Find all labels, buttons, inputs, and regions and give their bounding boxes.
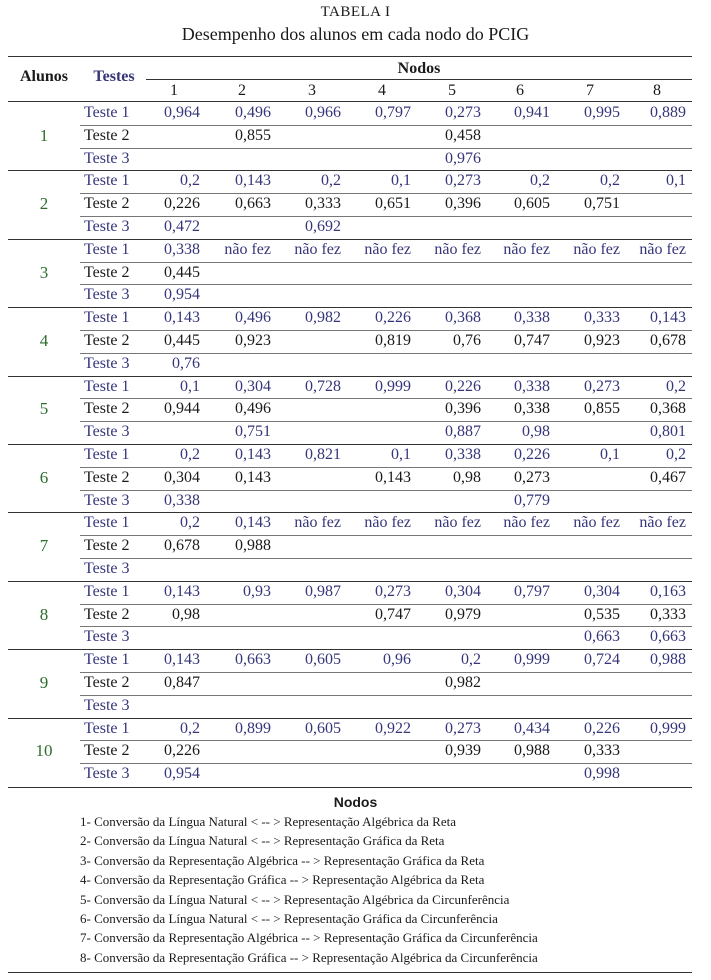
score-cell: 0,496 <box>235 400 271 418</box>
score-cell: 0,143 <box>650 309 686 327</box>
score-cell: 0,1 <box>666 172 686 190</box>
score-cell: 0,724 <box>584 651 620 669</box>
test-label: Teste 2 <box>84 537 130 555</box>
score-cell: 0,995 <box>584 104 620 121</box>
score-cell: 0,605 <box>305 719 341 737</box>
test-label: Teste 3 <box>84 218 130 235</box>
row-divider <box>80 421 692 422</box>
test-label: Teste 2 <box>84 195 130 213</box>
test-label: Teste 1 <box>84 309 130 327</box>
legend-item-4: 4- Conversão da Representação Gráfica -- > Representação Algébrica da Reta <box>80 872 485 888</box>
score-cell: 0,2 <box>530 172 550 190</box>
score-cell: 0,922 <box>375 719 411 737</box>
score-cell: 0,143 <box>235 514 271 532</box>
score-cell: 0,887 <box>445 423 481 441</box>
score-cell: 0,678 <box>650 332 686 349</box>
score-cell: 0,304 <box>235 377 271 395</box>
student-id: 7 <box>39 536 49 556</box>
score-cell: 0,467 <box>650 468 686 486</box>
student-id: 10 <box>35 741 53 761</box>
student-id: 4 <box>39 331 49 350</box>
legend-bottom-rule <box>8 972 692 973</box>
score-cell: 0,76 <box>453 332 481 349</box>
score-cell: 0,338 <box>514 400 550 418</box>
score-cell: não fez <box>364 514 411 532</box>
score-cell: 0,855 <box>584 400 620 418</box>
row-divider <box>80 148 692 149</box>
score-cell: 0,273 <box>445 172 481 190</box>
score-cell: 0,434 <box>514 719 550 737</box>
test-label: Teste 2 <box>84 332 130 349</box>
score-cell: 0,143 <box>164 651 200 669</box>
legend-item-8: 8- Conversão da Representação Gráfica -- > Representação Algébrica da Circunferência <box>80 949 538 965</box>
student-id: 9 <box>39 673 49 692</box>
nodo-header-6: 6 <box>516 82 524 99</box>
score-cell: 0,226 <box>164 742 200 760</box>
score-cell: 0,998 <box>584 765 620 783</box>
student-id: 1 <box>39 125 49 145</box>
legend-item-3: 3- Conversão da Representação Algébrica -- > Representação Gráfica da Reta <box>80 852 485 868</box>
score-cell: 0,226 <box>584 719 620 737</box>
score-cell: 0,941 <box>514 104 550 121</box>
score-cell: 0,304 <box>164 468 200 486</box>
score-cell: 0,2 <box>180 719 200 737</box>
legend-item-1: 1- Conversão da Língua Natural < -- > Representação Algébrica da Reta <box>80 814 456 829</box>
score-cell: 0,988 <box>650 651 686 669</box>
score-cell: 0,1 <box>391 172 411 190</box>
score-cell: 0,2 <box>180 172 200 190</box>
score-cell: 0,535 <box>584 605 620 623</box>
score-cell: 0,338 <box>514 309 550 327</box>
score-cell: 0,2 <box>180 514 200 532</box>
score-cell: 0,964 <box>164 104 200 121</box>
score-cell: 0,396 <box>445 195 481 213</box>
legend-item-6: 6- Conversão da Língua Natural < -- > Representação Gráfica da Circunferência <box>80 911 498 926</box>
score-cell: 0,143 <box>164 309 200 327</box>
score-cell: 0,954 <box>164 765 200 783</box>
test-label: Teste 1 <box>84 240 130 258</box>
score-cell: 0,747 <box>514 332 550 349</box>
score-cell: 0,2 <box>321 172 341 190</box>
row-divider <box>80 125 692 126</box>
score-cell: 0,333 <box>305 195 341 213</box>
score-cell: 0,368 <box>445 309 481 327</box>
score-cell: 0,663 <box>235 651 271 669</box>
score-cell: não fez <box>639 514 686 532</box>
header-nodos: Nodos <box>397 60 441 77</box>
test-label: Teste 1 <box>84 719 130 737</box>
score-cell: 0,333 <box>584 742 620 760</box>
header-testes: Testes <box>93 68 135 85</box>
header-alunos: Alunos <box>19 68 69 85</box>
score-cell: 0,333 <box>584 309 620 327</box>
score-cell: 0,605 <box>305 651 341 669</box>
test-label: Teste 2 <box>84 468 130 486</box>
student-id: 6 <box>39 467 49 487</box>
score-cell: 0,988 <box>235 537 271 555</box>
score-cell: 0,496 <box>235 309 271 327</box>
test-label: Teste 1 <box>84 104 130 121</box>
score-cell: 0,226 <box>164 195 200 213</box>
score-cell: 0,226 <box>375 309 411 327</box>
table-title: Desempenho dos alunos em cada nodo do PCIG <box>181 24 530 44</box>
score-cell: 0,801 <box>650 423 686 441</box>
nodo-header-1: 1 <box>170 82 178 99</box>
score-cell: 0,728 <box>305 377 341 395</box>
score-cell: 0,2 <box>666 377 686 395</box>
score-cell: não fez <box>639 240 686 258</box>
legend-item-2: 2- Conversão da Língua Natural < -- > Representação Gráfica da Reta <box>80 833 445 849</box>
score-cell: 0,1 <box>600 446 620 463</box>
score-cell: 0,889 <box>650 104 686 121</box>
score-cell: 0,98 <box>522 423 550 441</box>
nodo-header-5: 5 <box>448 82 456 99</box>
score-cell: 0,333 <box>650 605 686 623</box>
score-cell: 0,954 <box>164 286 200 304</box>
score-cell: 0,1 <box>180 377 200 395</box>
score-cell: 0,663 <box>235 195 271 213</box>
score-cell: 0,855 <box>235 126 271 144</box>
legend-item-7: 7- Conversão da Representação Algébrica -- > Representação Gráfica da Circunferência <box>80 930 538 946</box>
row-divider <box>80 558 692 559</box>
test-label: Teste 3 <box>84 354 130 372</box>
score-cell: 0,923 <box>584 332 620 349</box>
score-cell: 0,226 <box>514 446 550 463</box>
score-cell: 0,304 <box>445 582 481 600</box>
test-label: Teste 2 <box>84 126 130 144</box>
nodo-header-7: 7 <box>586 82 594 99</box>
student-id: 5 <box>39 399 49 419</box>
test-label: Teste 3 <box>84 765 130 783</box>
score-cell: não fez <box>294 514 341 532</box>
score-cell: 0,999 <box>375 377 411 395</box>
legend-item-5: 5- Conversão da Língua Natural < -- > Representação Algébrica da Circunferência <box>80 891 510 907</box>
score-cell: 0,944 <box>164 400 200 418</box>
score-cell: 0,445 <box>164 332 200 349</box>
score-cell: não fez <box>503 240 550 258</box>
score-cell: 0,797 <box>514 582 550 600</box>
score-cell: 0,98 <box>172 605 200 623</box>
score-cell: 0,987 <box>305 582 341 600</box>
score-cell: 0,96 <box>383 651 411 669</box>
score-cell: não fez <box>573 514 620 532</box>
score-cell: 0,847 <box>164 674 200 691</box>
score-cell: 0,979 <box>445 605 481 623</box>
nodo-header-8: 8 <box>653 82 661 99</box>
test-label: Teste 2 <box>84 263 130 281</box>
score-cell: 0,93 <box>243 582 271 600</box>
test-label: Teste 1 <box>84 172 130 190</box>
score-cell: 0,2 <box>461 651 481 669</box>
score-cell: 0,163 <box>650 582 686 600</box>
score-cell: 0,273 <box>445 719 481 737</box>
score-cell: 0,143 <box>235 446 271 463</box>
test-label: Teste 1 <box>84 582 130 600</box>
test-label: Teste 3 <box>84 286 130 304</box>
score-cell: 0,338 <box>164 491 200 509</box>
test-label: Teste 3 <box>84 696 130 714</box>
test-label: Teste 3 <box>84 491 130 509</box>
score-cell: 0,982 <box>445 674 481 691</box>
legend-title: Nodos <box>333 794 378 810</box>
score-cell: não fez <box>434 240 481 258</box>
score-cell: 0,692 <box>305 218 341 235</box>
score-cell: 0,651 <box>375 195 411 213</box>
score-cell: 0,605 <box>514 195 550 213</box>
score-cell: 0,273 <box>445 104 481 121</box>
score-cell: 0,797 <box>375 104 411 121</box>
score-cell: 0,458 <box>445 126 481 144</box>
test-label: Teste 3 <box>84 560 130 577</box>
score-cell: não fez <box>573 240 620 258</box>
score-cell: não fez <box>364 240 411 258</box>
score-cell: 0,143 <box>375 468 411 486</box>
test-label: Teste 3 <box>84 423 130 441</box>
score-cell: 0,747 <box>375 605 411 623</box>
score-cell: 0,751 <box>235 423 271 441</box>
score-cell: não fez <box>294 240 341 258</box>
score-cell: 0,273 <box>584 377 620 395</box>
score-cell: 0,982 <box>305 309 341 327</box>
score-cell: 0,976 <box>445 149 481 167</box>
score-cell: 0,678 <box>164 537 200 555</box>
test-label: Teste 1 <box>84 514 130 532</box>
score-cell: 0,1 <box>391 446 411 463</box>
test-label: Teste 2 <box>84 605 130 623</box>
score-cell: 0,338 <box>514 377 550 395</box>
test-label: Teste 1 <box>84 651 130 669</box>
score-cell: 0,751 <box>584 195 620 213</box>
nodos-rule <box>146 79 692 80</box>
score-cell: 0,999 <box>514 651 550 669</box>
student-id: 8 <box>39 604 49 624</box>
score-cell: 0,338 <box>445 446 481 463</box>
nodo-header-2: 2 <box>238 82 246 99</box>
test-label: Teste 1 <box>84 446 130 463</box>
score-cell: 0,143 <box>164 582 200 600</box>
score-cell: 0,445 <box>164 263 200 281</box>
score-cell: 0,143 <box>235 468 271 486</box>
score-cell: 0,779 <box>514 491 550 509</box>
score-cell: 0,98 <box>453 468 481 486</box>
score-cell: 0,923 <box>235 332 271 349</box>
score-cell: 0,2 <box>180 446 200 463</box>
score-cell: 0,76 <box>172 354 200 372</box>
score-cell: 0,2 <box>600 172 620 190</box>
top-rule <box>8 56 692 57</box>
table-bottom-rule <box>8 787 692 788</box>
nodo-header-3: 3 <box>308 82 316 99</box>
score-cell: 0,939 <box>445 742 481 760</box>
score-cell: 0,396 <box>445 400 481 418</box>
score-cell: 0,988 <box>514 742 550 760</box>
test-label: Teste 3 <box>84 149 130 167</box>
test-label: Teste 2 <box>84 400 130 418</box>
nodo-header-4: 4 <box>378 82 386 99</box>
row-divider <box>80 695 692 696</box>
score-cell: 0,966 <box>305 104 341 121</box>
score-cell: não fez <box>434 514 481 532</box>
score-cell: 0,472 <box>164 218 200 235</box>
student-id: 3 <box>39 262 49 282</box>
score-cell: 0,273 <box>514 468 550 486</box>
score-cell: 0,999 <box>650 719 686 737</box>
score-cell: não fez <box>224 240 271 258</box>
score-cell: 0,338 <box>164 240 200 258</box>
table-label: TABELA I <box>320 4 391 20</box>
test-label: Teste 3 <box>84 628 130 646</box>
test-label: Teste 1 <box>84 377 130 395</box>
score-cell: 0,663 <box>584 628 620 646</box>
score-cell: 0,899 <box>235 719 271 737</box>
score-cell: não fez <box>503 514 550 532</box>
score-cell: 0,143 <box>235 172 271 190</box>
score-cell: 0,304 <box>584 582 620 600</box>
score-cell: 0,2 <box>666 446 686 463</box>
score-cell: 0,226 <box>445 377 481 395</box>
score-cell: 0,368 <box>650 400 686 418</box>
score-cell: 0,273 <box>375 582 411 600</box>
score-cell: 0,819 <box>375 332 411 349</box>
test-label: Teste 2 <box>84 674 130 691</box>
score-cell: 0,496 <box>235 104 271 121</box>
score-cell: 0,663 <box>650 628 686 646</box>
score-cell: 0,821 <box>305 446 341 463</box>
test-label: Teste 2 <box>84 742 130 760</box>
student-id: 2 <box>39 194 49 214</box>
